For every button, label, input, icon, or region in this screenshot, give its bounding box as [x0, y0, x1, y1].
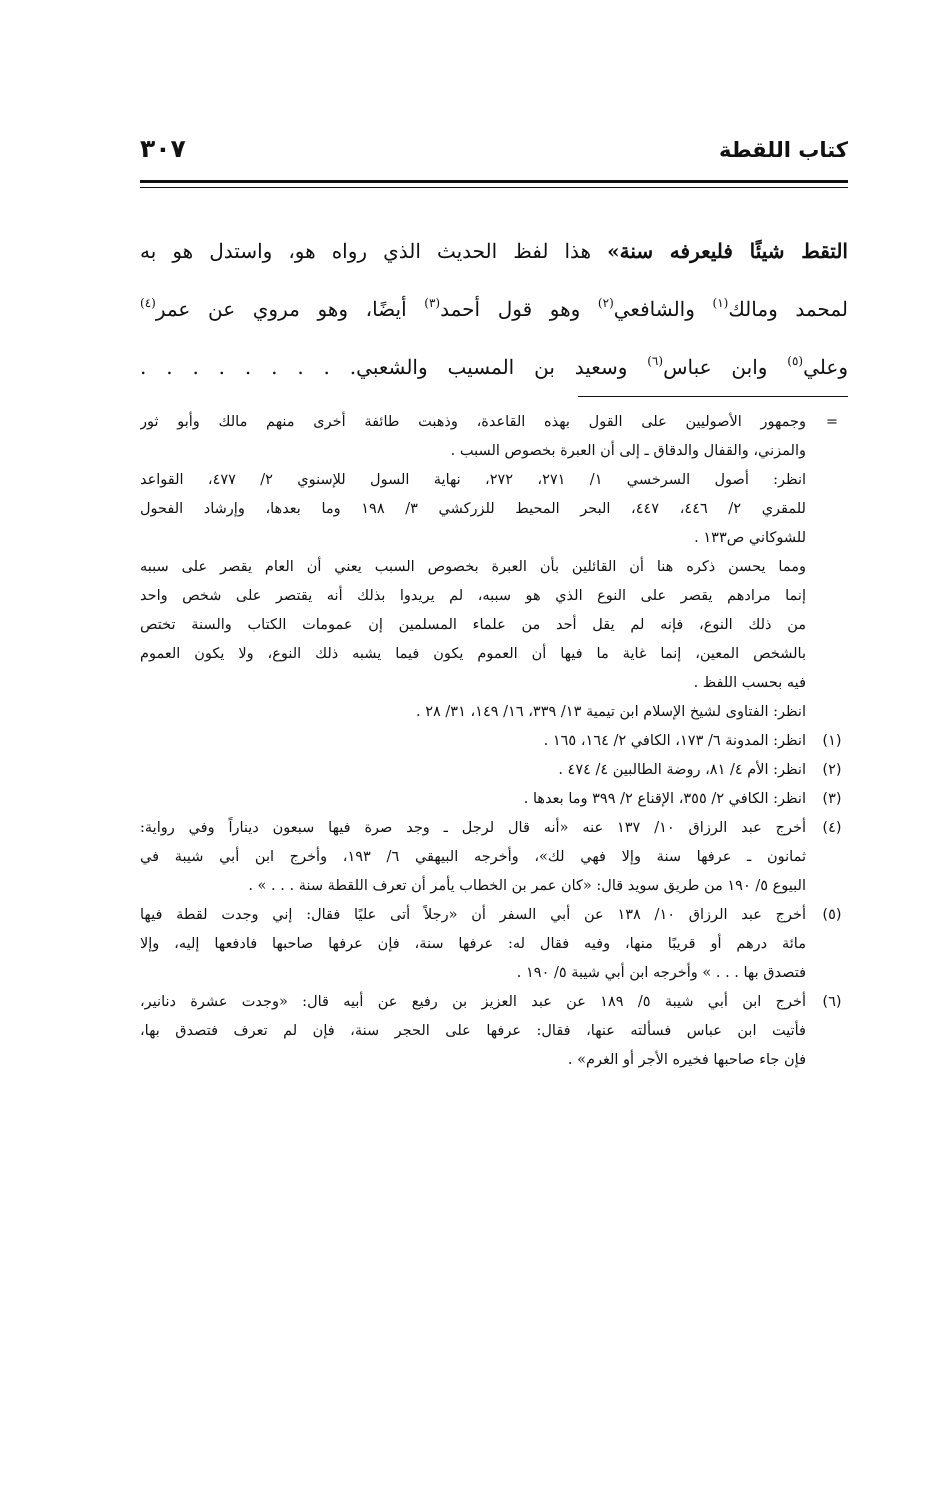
footnote-3	[140, 785, 848, 814]
header-rule-thin	[140, 187, 848, 188]
main-line	[140, 338, 848, 396]
footnote-line: فإن جاء صاحبها فخيره الأجر أو الغرم» .	[567, 1052, 806, 1068]
footnote-marker: (٦)	[822, 994, 842, 1010]
main-line	[140, 280, 848, 338]
footnote-line: أخرج ابن أبي شيبة ٥/ ١٨٩ عن عبد العزيز بن رفيع عن أبيه قال: «وجدت عشرة دنانير،	[140, 994, 806, 1010]
footnote-line: انظر: المدونة ٦/ ١٧٣، الكافي ٢/ ١٦٤، ١٦٥ .	[543, 733, 806, 749]
footnote-line: فيه بحسب اللفظ .	[693, 675, 806, 691]
footnote-separator	[578, 396, 848, 397]
chapter-title: كتاب اللقطة	[718, 138, 848, 162]
text-segment: لمحمد ومالك	[728, 297, 848, 321]
footnote-line: فتصدق بها . . . » وأخرجه ابن أبي شيبة ٥/ ١٩٠ .	[516, 965, 806, 981]
footnote-line: أخرج عبد الرزاق ١٠/ ١٣٨ عن أبي السفر أن «رجلاً أتى عليًا فقال: إني وجدت لقطة فيها	[140, 907, 806, 923]
footnote-line: أخرج عبد الرزاق ١٠/ ١٣٧ عنه «أنه قال لرجل ـ وجد صرة فيها سبعون ديناراً وفي رواية:	[140, 820, 806, 836]
footnote-line: انظر: أصول السرخسي ١/ ٢٧١، ٢٧٢، نهاية السول للإسنوي ٢/ ٤٧٧، القواعد	[140, 472, 806, 488]
footnote-line: ومما يحسن ذكره هنا أن القائلين بأن العبرة بخصوص السبب يعني أن العام يقصر على سببه	[140, 559, 806, 575]
footnote-line: إنما مرادهم يقصر على النوع الذي هو سببه، لم يريدوا بذلك أنه يقتصر على شخص واحد	[140, 588, 806, 604]
footnotes	[140, 408, 848, 1075]
footnote-2	[140, 756, 848, 785]
text-segment: هذا لفظ الحديث الذي رواه هو، واستدل هو به	[140, 239, 608, 263]
footnote-marker: (٣)	[822, 791, 842, 807]
footnote-marker: (١)	[822, 733, 842, 749]
footnote-line: انظر: الكافي ٢/ ٣٥٥، الإقناع ٢/ ٣٩٩ وما بعدها .	[523, 791, 806, 807]
continuation-marker: =	[825, 414, 839, 430]
footnote-ref[interactable]: (٥)	[787, 354, 804, 368]
footnote-marker: (٤)	[822, 820, 842, 836]
text-segment: وعلي	[803, 355, 848, 379]
text-segment: والشافعي	[613, 297, 713, 321]
ellipsis-dots: . . . . . . . .	[140, 355, 330, 379]
page-number: ٣٠٧	[140, 134, 186, 163]
footnote-1	[140, 727, 848, 756]
footnote-line: البيوع ٥/ ١٩٠ من طريق سويد قال: «كان عمر بن الخطاب يأمر أن تعرف اللقطة سنة . . . » .	[248, 878, 806, 894]
footnote-marker: (٥)	[822, 907, 842, 923]
text-segment: أيضًا، وهو مروي عن عمر	[155, 297, 425, 321]
footnote-line: مائة درهم أو قريبًا منها، وفيه فقال له: عرفها سنة، فإن عرفها صاحبها فادفعها إليه، وإلا	[140, 936, 806, 952]
footnote-ref[interactable]: (٦)	[647, 354, 664, 368]
footnote-line: انظر: الفتاوى لشيخ الإسلام ابن تيمية ١٣/ ٣٣٩، ١٦/ ١٤٩، ٣١/ ٢٨ .	[415, 704, 806, 720]
header-rule-thick	[140, 180, 848, 183]
main-text	[140, 222, 848, 396]
footnote-line: للمقري ٢/ ٤٤٦، ٤٤٧، البحر المحيط للزركشي ٣/ ١٩٨ وما بعدها، وإرشاد الفحول	[140, 501, 806, 517]
footnote-line: بالشخص المعين، إنما غاية ما فيها أن العموم يكون فيما يشبه ذلك النوع، ولا يكون العموم	[140, 646, 806, 662]
main-line	[140, 222, 848, 280]
footnote-ref[interactable]: (٣)	[424, 296, 441, 310]
footnote-4	[140, 814, 848, 901]
text-segment: وهو قول أحمد	[440, 297, 598, 321]
footnote-ref[interactable]: (١)	[712, 296, 729, 310]
hadith-quote: التقط شيئًا فليعرفه سنة»	[607, 239, 848, 263]
text-segment: وابن عباس	[663, 355, 788, 379]
footnote-marker: (٢)	[822, 762, 842, 778]
footnote-line: والمزني، والقفال والدقاق ـ إلى أن العبرة بخصوص السبب .	[450, 443, 806, 459]
text-segment: وسعيد بن المسيب والشعبي.	[329, 355, 648, 379]
footnote-line: ثمانون ـ عرفها سنة وإلا فهي لك»، وأخرجه البيهقي ٦/ ١٩٣، وأخرج ابن أبي شيبة في	[140, 849, 806, 865]
footnote-line: فأتيت ابن عباس فسألته عنها، فقال: عرفها على الحجر سنة، فإن لم تعرف فتصدق بها،	[140, 1023, 806, 1039]
footnote-line: وجمهور الأصوليين على القول بهذه القاعدة، وذهبت طائفة أخرى منهم مالك وأبو ثور	[140, 414, 806, 430]
footnote-ref[interactable]: (٢)	[597, 296, 614, 310]
footnote-continued	[140, 408, 848, 727]
footnote-ref[interactable]: (٤)	[140, 296, 156, 310]
footnote-5	[140, 901, 848, 988]
running-header	[140, 128, 848, 176]
footnote-line: من ذلك النوع، فإنه لم يقل أحد من علماء المسلمين إن عمومات الكتاب والسنة تختص	[140, 617, 806, 633]
footnote-6	[140, 988, 848, 1075]
footnote-line: للشوكاني ص١٣٣ .	[694, 530, 806, 546]
footnote-line: انظر: الأم ٤/ ٨١، روضة الطالبين ٤/ ٤٧٤ .	[558, 762, 806, 778]
